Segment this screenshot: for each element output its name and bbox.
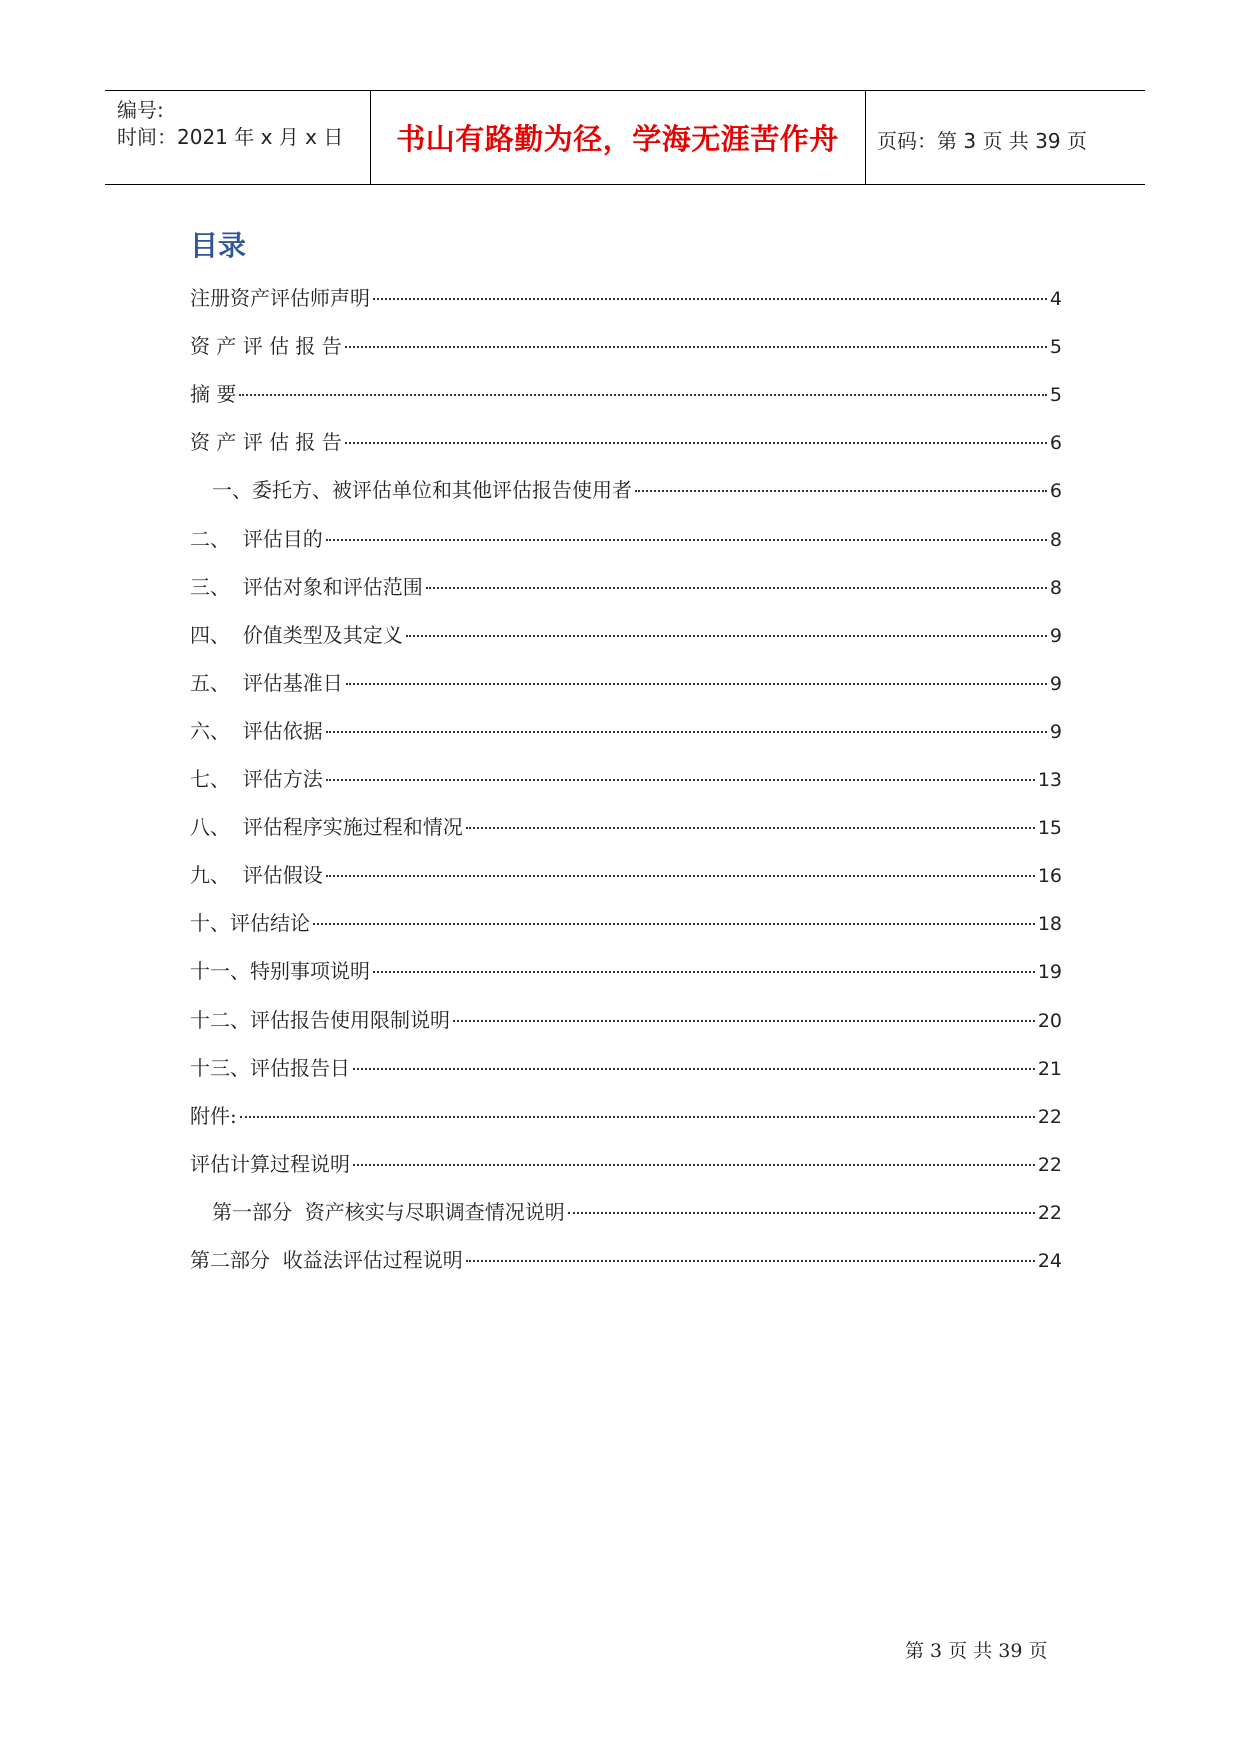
toc-entry-text: 评估计算过程说明 bbox=[190, 1151, 350, 1176]
toc-entry-text: 六、 评估依据 bbox=[190, 718, 323, 743]
toc-entry-text: 五、 评估基准日 bbox=[190, 670, 343, 695]
toc-entry[interactable] bbox=[212, 1196, 1062, 1224]
toc-entry-text: 资 产 评 估 报 告 bbox=[190, 334, 342, 359]
toc-leader-dots bbox=[326, 875, 1035, 877]
toc-entry-page: 22 bbox=[1037, 1153, 1062, 1176]
toc-entry-page: 19 bbox=[1037, 961, 1062, 984]
toc-leader-dots bbox=[240, 1116, 1035, 1118]
toc-entry-text: 八、 评估程序实施过程和情况 bbox=[190, 815, 463, 840]
toc-leader-dots bbox=[346, 683, 1047, 685]
toc-entry-page: 18 bbox=[1037, 913, 1062, 936]
toc-entry-page: 22 bbox=[1037, 1105, 1062, 1128]
toc-leader-dots bbox=[635, 490, 1047, 492]
header-center-cell bbox=[370, 91, 866, 184]
toc-entry[interactable] bbox=[190, 1148, 1062, 1176]
toc-leader-dots bbox=[426, 587, 1047, 589]
toc-entry-page: 9 bbox=[1049, 624, 1062, 647]
toc-entry-text: 附件: bbox=[190, 1103, 237, 1128]
toc-entry[interactable] bbox=[190, 859, 1062, 887]
toc-entry-text: 资 产 评 估 报 告 bbox=[190, 430, 342, 455]
document-number-label: 编号: bbox=[117, 98, 164, 122]
header-left-cell bbox=[105, 91, 371, 184]
header-motto: 书山有路勤为径，学海无涯苦作舟 bbox=[396, 122, 839, 156]
toc-entry[interactable] bbox=[190, 1244, 1062, 1272]
toc-entry-page: 6 bbox=[1049, 480, 1062, 503]
toc-entry-text: 十三、评估报告日 bbox=[190, 1055, 350, 1080]
toc-title: 目录 bbox=[190, 229, 247, 262]
toc-leader-dots bbox=[345, 442, 1047, 444]
toc-entry[interactable] bbox=[190, 715, 1062, 743]
toc-entry[interactable] bbox=[190, 907, 1062, 935]
toc-entry-text: 二、 评估目的 bbox=[190, 526, 323, 551]
toc-entry[interactable] bbox=[190, 378, 1062, 406]
toc-entry-page: 22 bbox=[1037, 1201, 1062, 1224]
toc-entry-text: 第二部分 收益法评估过程说明 bbox=[190, 1248, 463, 1272]
document-time-label: 时间：2021 年 x 月 x 日 bbox=[117, 125, 344, 149]
toc-entry[interactable] bbox=[190, 523, 1062, 551]
toc-entry-text: 三、 评估对象和评估范围 bbox=[190, 574, 423, 599]
toc-leader-dots bbox=[326, 539, 1047, 541]
toc-entry[interactable] bbox=[190, 426, 1062, 454]
toc-entry-text: 注册资产评估师声明 bbox=[190, 286, 370, 310]
toc-entry-page: 5 bbox=[1049, 384, 1062, 407]
toc-entry-text: 一、委托方、被评估单位和其他评估报告使用者 bbox=[212, 478, 632, 503]
toc-entry-text: 十一、特别事项说明 bbox=[190, 959, 370, 984]
toc-entry-page: 8 bbox=[1049, 528, 1062, 551]
header-page-label: 页码：第 3 页 共 39 页 bbox=[877, 129, 1087, 153]
toc-entry[interactable] bbox=[190, 619, 1062, 647]
toc-entry-page: 16 bbox=[1037, 865, 1062, 888]
toc-entry[interactable] bbox=[190, 811, 1062, 839]
toc-leader-dots bbox=[466, 1260, 1035, 1262]
toc-leader-dots bbox=[406, 635, 1047, 637]
toc-leader-dots bbox=[373, 971, 1035, 973]
header-right-cell bbox=[865, 91, 1145, 184]
toc-entry-page: 4 bbox=[1049, 288, 1062, 310]
toc-entry-page: 24 bbox=[1037, 1250, 1062, 1272]
toc-entry[interactable] bbox=[190, 1052, 1062, 1080]
toc-entry-page: 20 bbox=[1037, 1009, 1062, 1032]
toc-entry-text: 七、 评估方法 bbox=[190, 767, 323, 791]
toc-entry-text: 十二、评估报告使用限制说明 bbox=[190, 1007, 450, 1032]
toc-leader-dots bbox=[239, 394, 1047, 396]
page-header bbox=[105, 90, 1145, 185]
toc-leader-dots bbox=[353, 1068, 1035, 1070]
toc-entry[interactable] bbox=[190, 1004, 1062, 1032]
toc-entry-page: 8 bbox=[1049, 576, 1062, 599]
toc-leader-dots bbox=[466, 827, 1035, 829]
toc-entry[interactable] bbox=[190, 763, 1062, 791]
toc-leader-dots bbox=[313, 923, 1035, 925]
toc-entry-text: 四、 价值类型及其定义 bbox=[190, 622, 403, 647]
toc-entry[interactable] bbox=[190, 571, 1062, 599]
toc-entry-page: 13 bbox=[1037, 769, 1062, 791]
toc-entry-page: 15 bbox=[1037, 817, 1062, 840]
toc-leader-dots bbox=[453, 1020, 1035, 1022]
toc-entry-page: 6 bbox=[1049, 432, 1062, 455]
toc-entry-text: 十、评估结论 bbox=[190, 911, 310, 936]
toc-entry-page: 21 bbox=[1037, 1057, 1062, 1080]
toc-entry[interactable] bbox=[190, 955, 1062, 983]
toc-leader-dots bbox=[353, 1164, 1035, 1166]
toc-entry[interactable] bbox=[190, 330, 1062, 358]
toc-leader-dots bbox=[568, 1212, 1035, 1214]
toc-entry-page: 5 bbox=[1049, 336, 1062, 359]
toc-entry[interactable] bbox=[190, 1100, 1062, 1128]
toc-entry[interactable] bbox=[212, 474, 1062, 502]
page-footer: 第 3 页 共 39 页 bbox=[905, 1640, 1048, 1662]
toc-entry[interactable] bbox=[190, 667, 1062, 695]
toc-entry[interactable] bbox=[190, 282, 1062, 310]
toc-leader-dots bbox=[326, 779, 1035, 781]
toc-leader-dots bbox=[373, 298, 1047, 300]
toc-entry-page: 9 bbox=[1049, 672, 1062, 695]
toc-entry-text: 第一部分 资产核实与尽职调查情况说明 bbox=[212, 1199, 565, 1224]
toc-leader-dots bbox=[345, 346, 1047, 348]
toc-entry-text: 九、 评估假设 bbox=[190, 863, 323, 888]
toc-leader-dots bbox=[326, 731, 1047, 733]
toc-entry-text: 摘 要 bbox=[190, 382, 237, 407]
toc-entry-page: 9 bbox=[1049, 720, 1062, 743]
